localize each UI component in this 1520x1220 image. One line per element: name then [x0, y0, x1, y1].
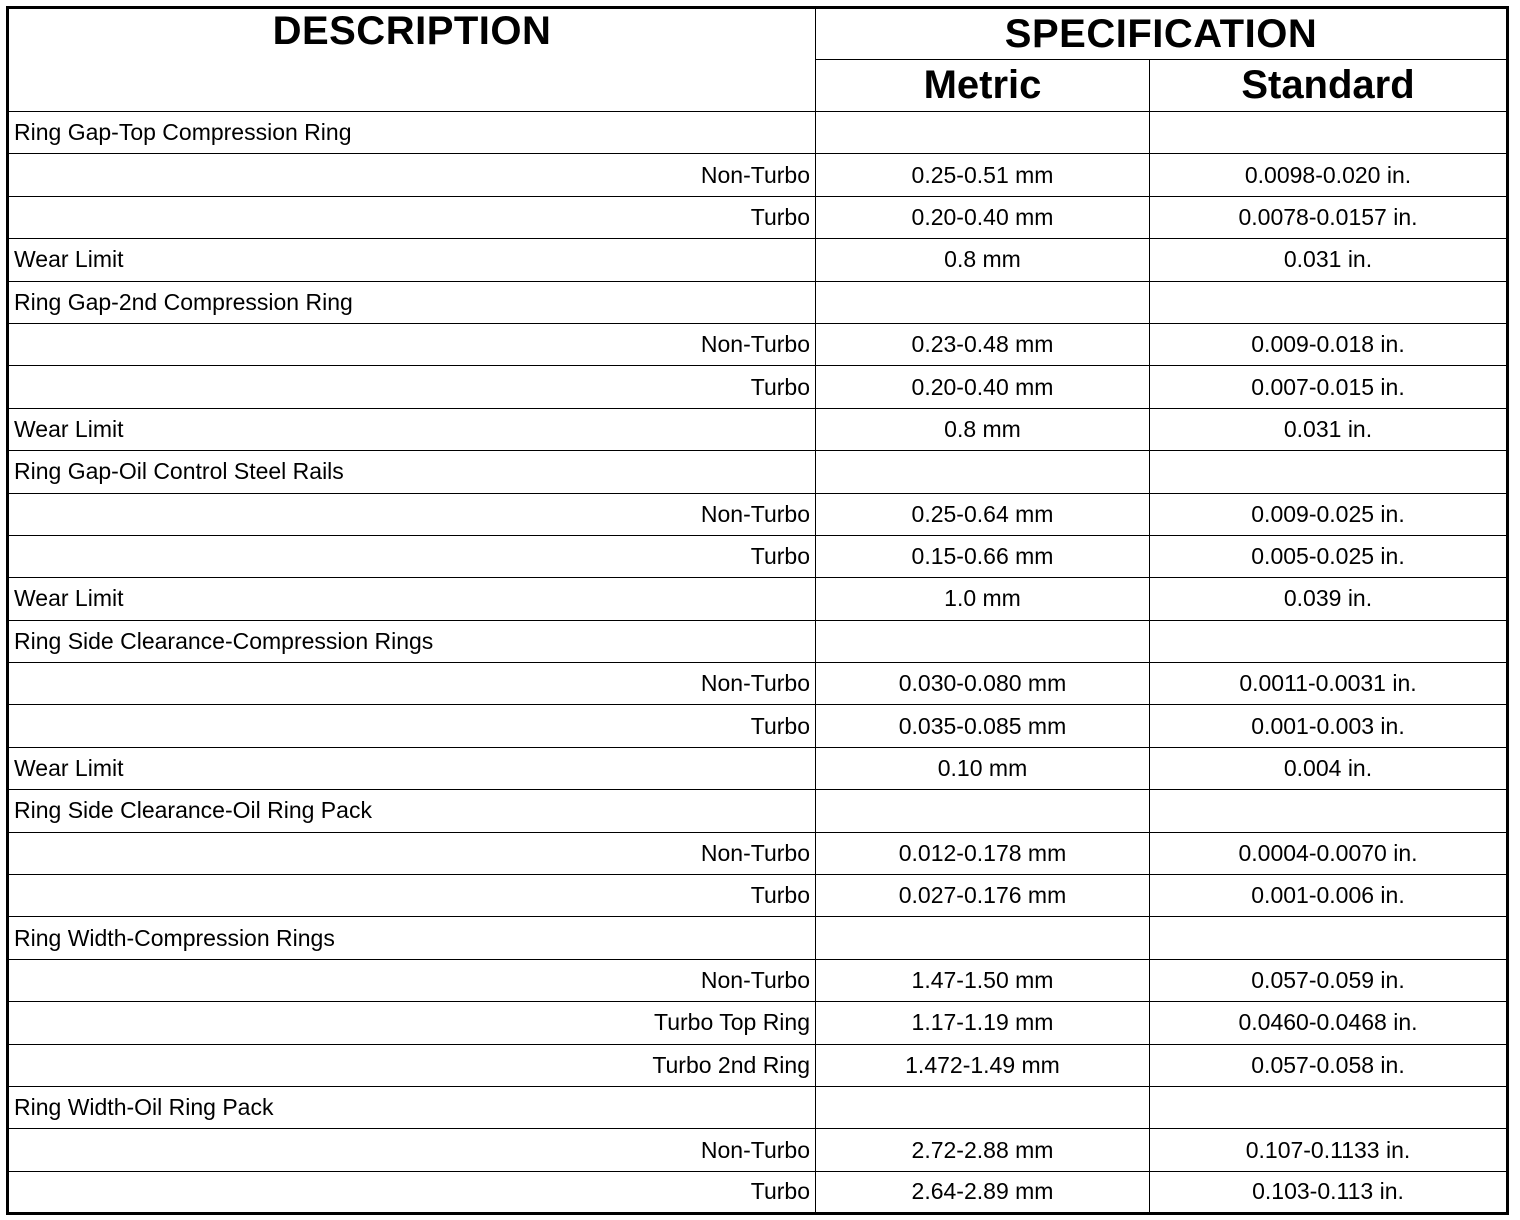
- row-standard-value: 0.031 in.: [1150, 408, 1508, 450]
- table-row: [8, 323, 1508, 365]
- row-description: Non-Turbo: [8, 663, 816, 705]
- row-metric-value: [816, 112, 1150, 154]
- row-description: Non-Turbo: [8, 323, 816, 365]
- row-description: Turbo: [8, 705, 816, 747]
- row-metric-value: 0.15-0.66 mm: [816, 535, 1150, 577]
- row-metric-value: 2.64-2.89 mm: [816, 1171, 1150, 1213]
- row-metric-value: [816, 790, 1150, 832]
- row-standard-value: [1150, 281, 1508, 323]
- table-row: [8, 1044, 1508, 1086]
- standard-header: Standard: [1150, 60, 1508, 112]
- table-row: [8, 747, 1508, 789]
- description-header: DESCRIPTION: [8, 8, 816, 112]
- row-metric-value: 1.47-1.50 mm: [816, 959, 1150, 1001]
- row-standard-value: 0.004 in.: [1150, 747, 1508, 789]
- table-row: [8, 578, 1508, 620]
- row-description: Turbo: [8, 366, 816, 408]
- row-description: Turbo: [8, 196, 816, 238]
- table-row: [8, 366, 1508, 408]
- row-standard-value: 0.057-0.059 in.: [1150, 959, 1508, 1001]
- row-description: Ring Side Clearance-Oil Ring Pack: [8, 790, 816, 832]
- row-standard-value: 0.009-0.025 in.: [1150, 493, 1508, 535]
- row-standard-value: 0.009-0.018 in.: [1150, 323, 1508, 365]
- row-metric-value: 0.25-0.51 mm: [816, 154, 1150, 196]
- table-row: [8, 790, 1508, 832]
- row-description: Ring Gap-Top Compression Ring: [8, 112, 816, 154]
- table-row: [8, 917, 1508, 959]
- specification-header: SPECIFICATION: [816, 8, 1508, 60]
- row-metric-value: 0.012-0.178 mm: [816, 832, 1150, 874]
- table-row: [8, 196, 1508, 238]
- row-description: Non-Turbo: [8, 154, 816, 196]
- row-standard-value: 0.039 in.: [1150, 578, 1508, 620]
- row-metric-value: 0.027-0.176 mm: [816, 875, 1150, 917]
- table-row: [8, 620, 1508, 662]
- table-row: [8, 959, 1508, 1001]
- row-metric-value: [816, 620, 1150, 662]
- row-description: Wear Limit: [8, 408, 816, 450]
- row-description: Ring Gap-Oil Control Steel Rails: [8, 451, 816, 493]
- row-standard-value: 0.001-0.006 in.: [1150, 875, 1508, 917]
- row-description: Non-Turbo: [8, 493, 816, 535]
- table-row: [8, 1086, 1508, 1128]
- table-row: [8, 281, 1508, 323]
- row-metric-value: 1.17-1.19 mm: [816, 1002, 1150, 1044]
- row-metric-value: [816, 1086, 1150, 1128]
- table-row: [8, 1129, 1508, 1171]
- row-description: Non-Turbo: [8, 959, 816, 1001]
- row-metric-value: 0.10 mm: [816, 747, 1150, 789]
- row-standard-value: [1150, 451, 1508, 493]
- row-description: Turbo Top Ring: [8, 1002, 816, 1044]
- row-standard-value: 0.0004-0.0070 in.: [1150, 832, 1508, 874]
- row-standard-value: 0.031 in.: [1150, 239, 1508, 281]
- row-standard-value: [1150, 917, 1508, 959]
- row-description: Ring Side Clearance-Compression Rings: [8, 620, 816, 662]
- table-row: [8, 408, 1508, 450]
- specification-table: [6, 6, 1509, 1215]
- row-standard-value: [1150, 112, 1508, 154]
- row-metric-value: 1.472-1.49 mm: [816, 1044, 1150, 1086]
- row-description: Turbo: [8, 535, 816, 577]
- table-row: [8, 1002, 1508, 1044]
- row-metric-value: 0.23-0.48 mm: [816, 323, 1150, 365]
- table-row: [8, 493, 1508, 535]
- specification-rows: [8, 112, 1508, 1214]
- row-metric-value: 0.20-0.40 mm: [816, 366, 1150, 408]
- table-row: [8, 875, 1508, 917]
- row-standard-value: [1150, 1086, 1508, 1128]
- row-standard-value: 0.103-0.113 in.: [1150, 1171, 1508, 1213]
- row-standard-value: [1150, 790, 1508, 832]
- row-standard-value: 0.005-0.025 in.: [1150, 535, 1508, 577]
- row-metric-value: 0.8 mm: [816, 239, 1150, 281]
- metric-header: Metric: [816, 60, 1150, 112]
- row-metric-value: [816, 451, 1150, 493]
- row-description: Non-Turbo: [8, 832, 816, 874]
- table-row: [8, 705, 1508, 747]
- row-metric-value: 0.035-0.085 mm: [816, 705, 1150, 747]
- row-standard-value: 0.057-0.058 in.: [1150, 1044, 1508, 1086]
- row-description: Wear Limit: [8, 747, 816, 789]
- row-metric-value: 0.030-0.080 mm: [816, 663, 1150, 705]
- table-row: [8, 239, 1508, 281]
- table-row: [8, 1171, 1508, 1213]
- row-description: Ring Width-Oil Ring Pack: [8, 1086, 816, 1128]
- table-row: [8, 154, 1508, 196]
- row-standard-value: 0.0460-0.0468 in.: [1150, 1002, 1508, 1044]
- table-row: [8, 663, 1508, 705]
- table-row: [8, 451, 1508, 493]
- row-standard-value: 0.107-0.1133 in.: [1150, 1129, 1508, 1171]
- row-metric-value: 0.8 mm: [816, 408, 1150, 450]
- row-description: Ring Width-Compression Rings: [8, 917, 816, 959]
- row-description: Turbo: [8, 875, 816, 917]
- row-metric-value: [816, 281, 1150, 323]
- row-standard-value: 0.001-0.003 in.: [1150, 705, 1508, 747]
- row-metric-value: [816, 917, 1150, 959]
- row-metric-value: 2.72-2.88 mm: [816, 1129, 1150, 1171]
- row-description: Turbo: [8, 1171, 816, 1213]
- row-standard-value: 0.0011-0.0031 in.: [1150, 663, 1508, 705]
- row-metric-value: 0.20-0.40 mm: [816, 196, 1150, 238]
- row-standard-value: 0.0098-0.020 in.: [1150, 154, 1508, 196]
- row-description: Ring Gap-2nd Compression Ring: [8, 281, 816, 323]
- row-description: Wear Limit: [8, 239, 816, 281]
- row-standard-value: 0.007-0.015 in.: [1150, 366, 1508, 408]
- row-standard-value: 0.0078-0.0157 in.: [1150, 196, 1508, 238]
- row-description: Turbo 2nd Ring: [8, 1044, 816, 1086]
- row-standard-value: [1150, 620, 1508, 662]
- table-row: [8, 832, 1508, 874]
- row-metric-value: 1.0 mm: [816, 578, 1150, 620]
- row-metric-value: 0.25-0.64 mm: [816, 493, 1150, 535]
- row-description: Wear Limit: [8, 578, 816, 620]
- row-description: Non-Turbo: [8, 1129, 816, 1171]
- table-row: [8, 112, 1508, 154]
- table-row: [8, 535, 1508, 577]
